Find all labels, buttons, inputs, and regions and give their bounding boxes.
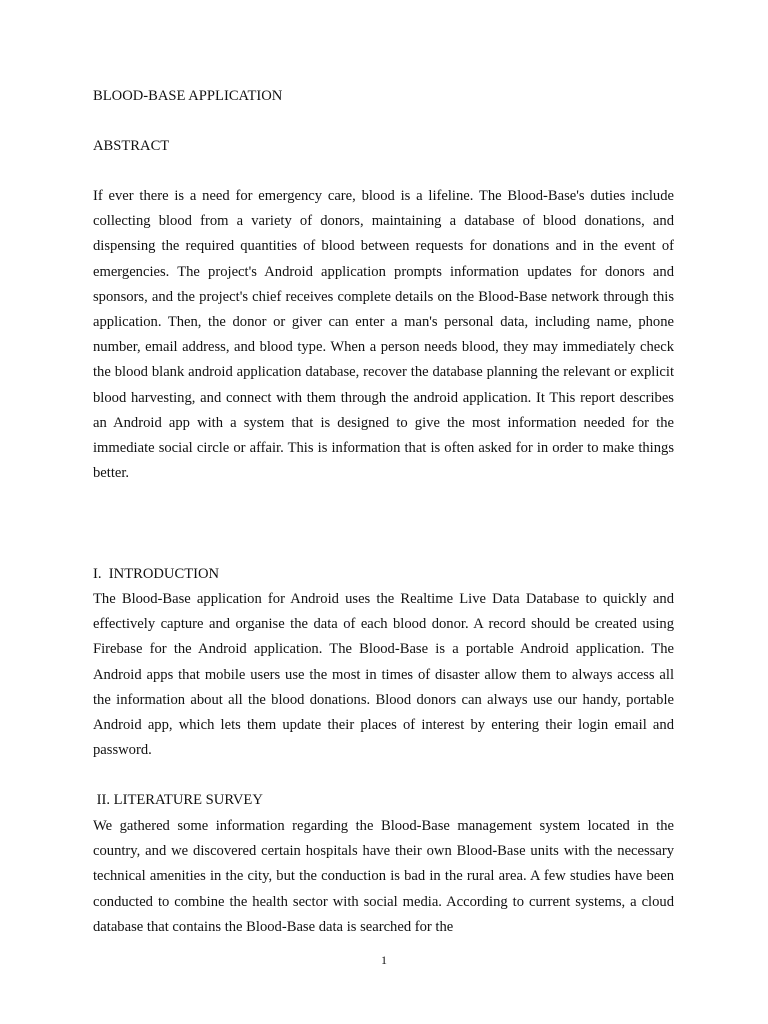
page-number: 1: [381, 953, 387, 967]
document-title: BLOOD-BASE APPLICATION: [93, 88, 283, 104]
abstract-paragraph: If ever there is a need for emergency care, blood is a lifeline. The Blood-Base's duties include collecting blood from a variety of donors, maintaining a database of blood donations, and dispensing the required quantities of blood between requests for donations and in the event of emergencies. The project's Android application prompts information updates for donors and sponsors, and the project's chief receives complete details on the Blood-Base network through this application. Then, the donor or giver can enter a man's personal data, including name, phone number, email address, and blood type. When a person needs blood, they may immediately check the blood blank android application database, recover the database planning the relevant or explicit blood harvesting, and connect with them through the android application. It This report describes an Android app with a system that is designed to give the most information needed for the immediate social circle or affair. This is information that is often asked for in order to make things better.: [93, 188, 674, 482]
introduction-paragraph: The Blood-Base application for Android uses the Realtime Live Data Database to quickly and effectively capture and organise the data of each blood donor. A record should be created using Firebase for the Android application. The Blood-Base is a portable Android application. The Android apps that mobile users use the most in times of disaster allow them to always access all the information about all the blood donations. Blood donors can always use our handy, portable Android app, which lets them update their places of interest by entering their login email and password.: [93, 591, 674, 759]
introduction-heading: I. INTRODUCTION: [93, 566, 220, 582]
literature-survey-paragraph: We gathered some information regarding the Blood-Base management system located in the country, and we discovered certain hospitals have their own Blood-Base units with the necessary technical amenities in the city, but the conduction is bad in the rural area. A few studies have been conducted to combine the health sector with social media. According to current systems, a cloud database that contains the Blood-Base data is searched for the: [93, 818, 674, 935]
abstract-heading: ABSTRACT: [93, 138, 170, 154]
literature-survey-heading: II. LITERATURE SURVEY: [93, 792, 263, 808]
